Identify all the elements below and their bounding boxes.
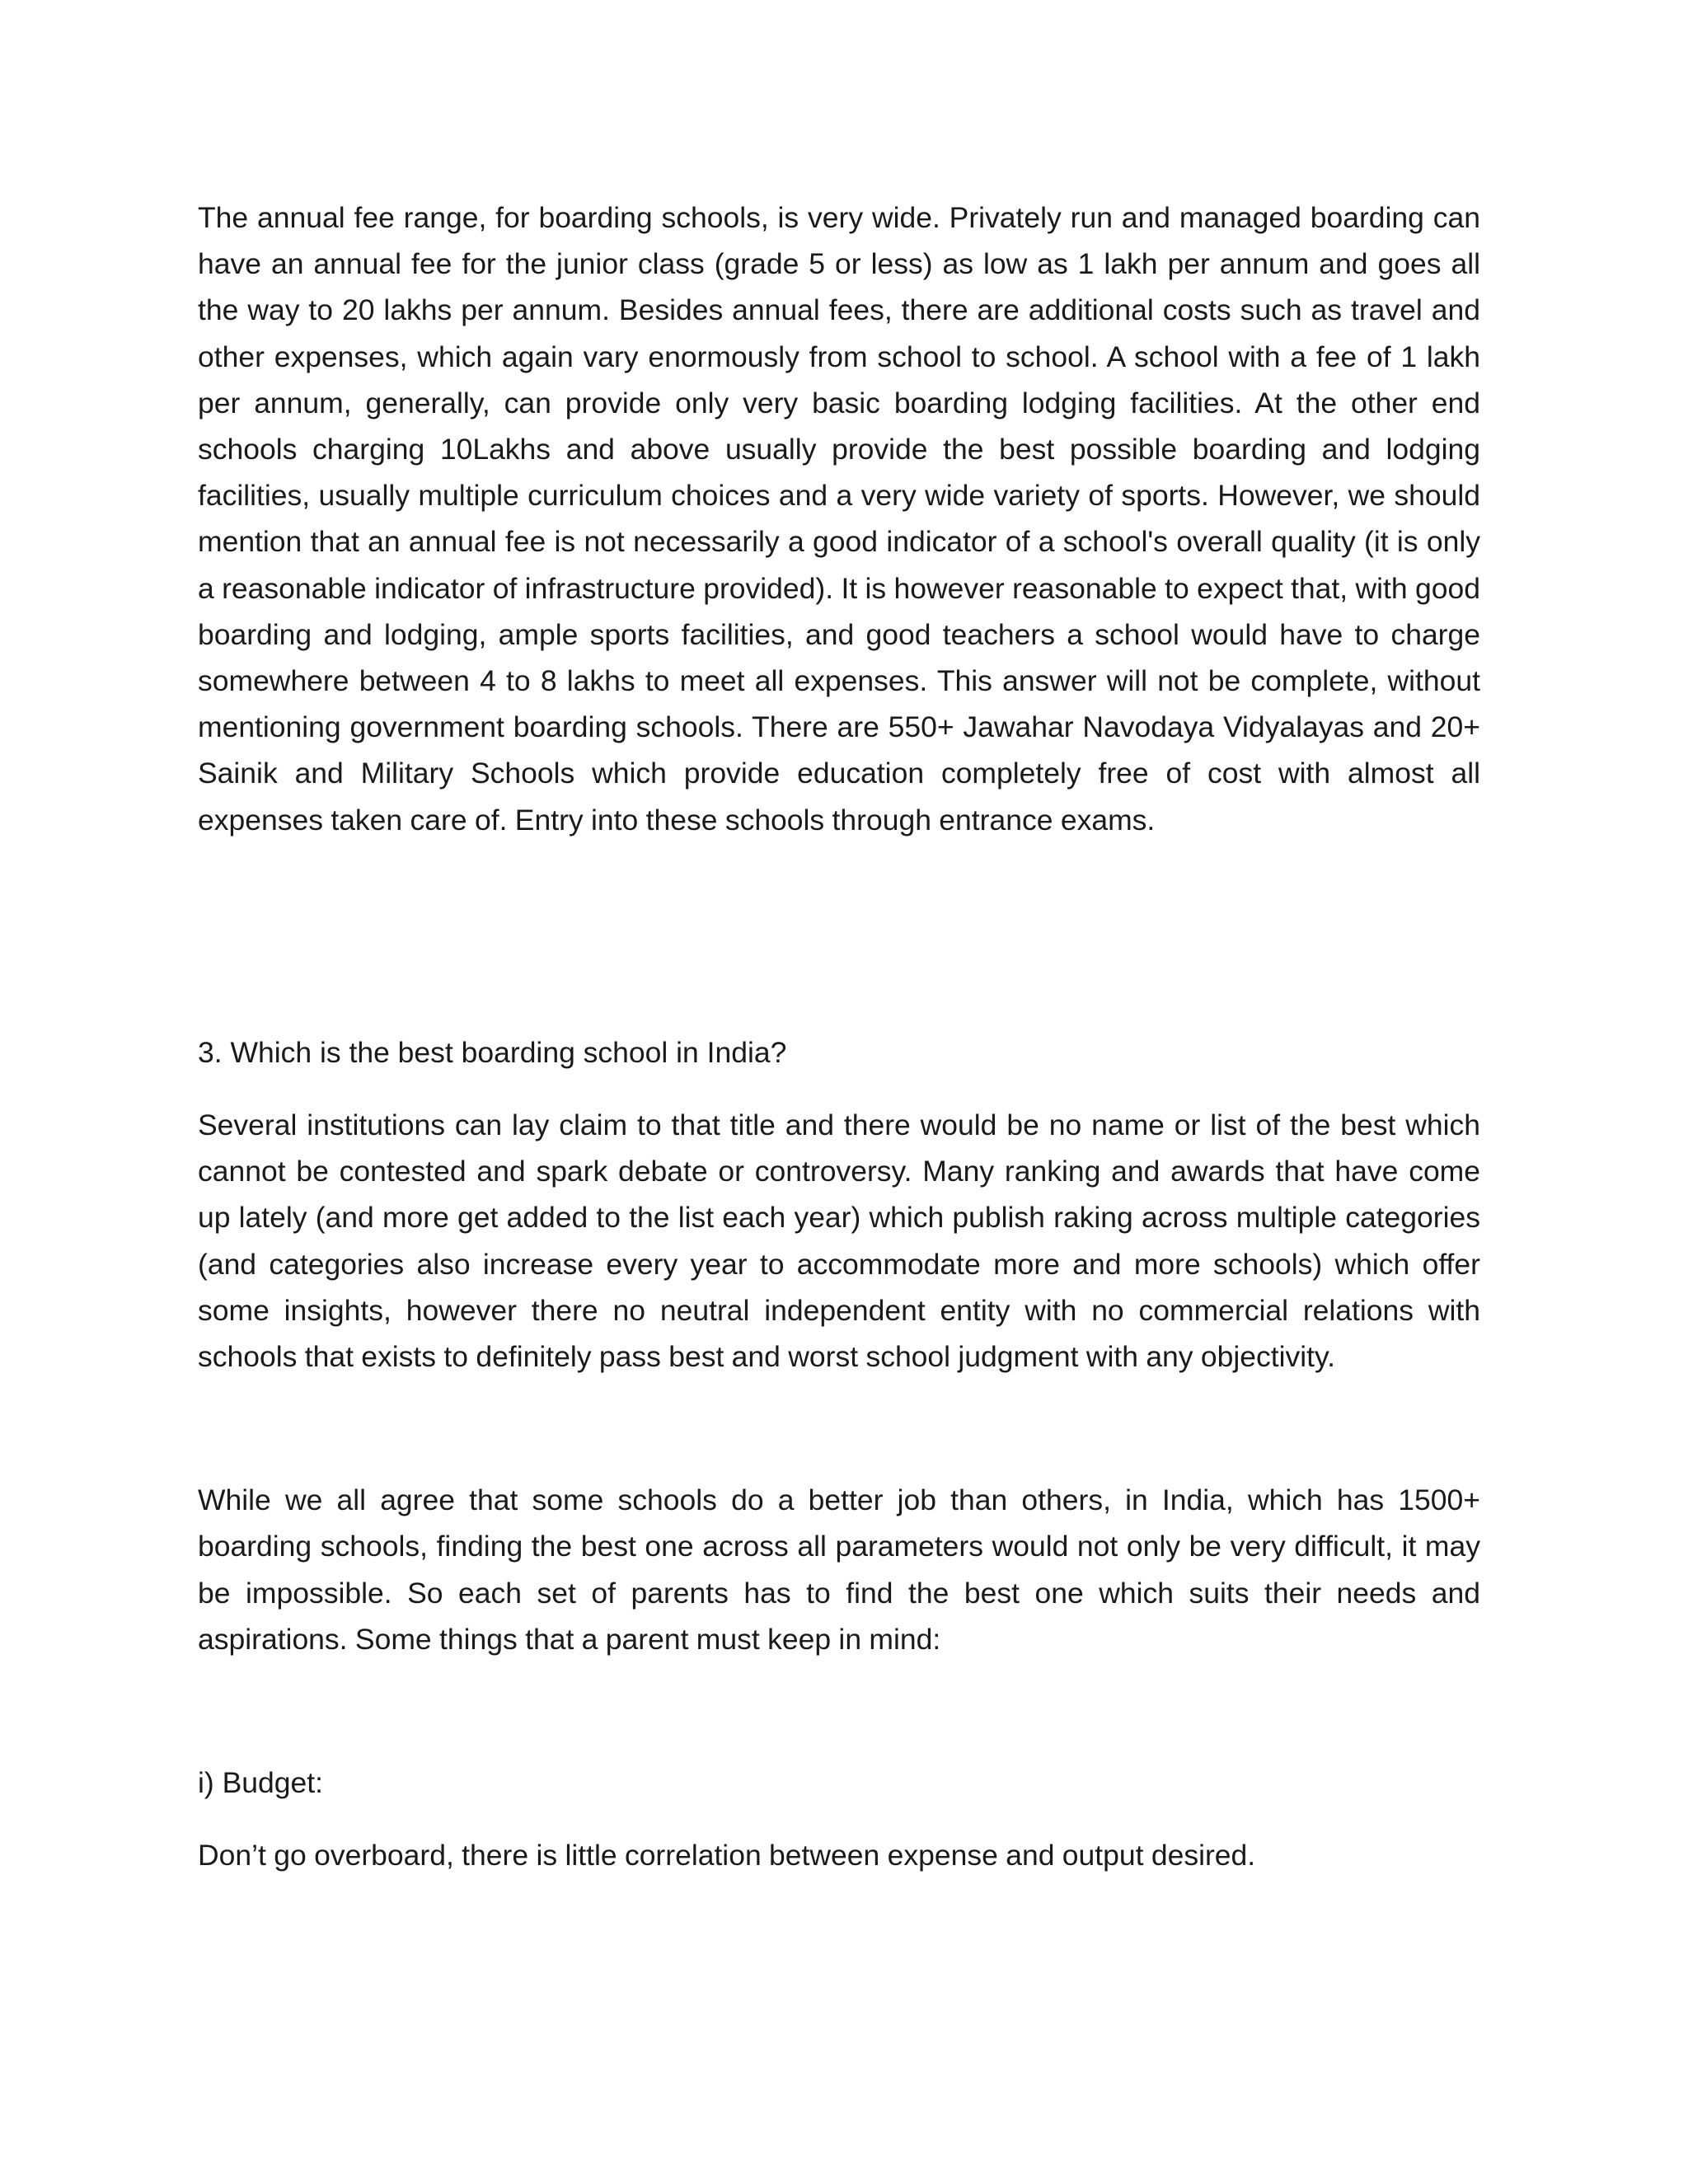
paragraph-budget: Don’t go overboard, there is little correlation between expense and output desired. [198,1839,1256,1872]
paragraph-annual-fees: The annual fee range, for boarding schools, is very wide. Privately run and managed boarding can have an annual fee for the junior class (grade 5 or less) as low as 1 lakh per annum and goes all the way to 20 lakhs per annum. Besides annual fees, there are additional costs such as travel and other expenses, which again vary enormously from school to school. A school with a fee of 1 lakh per annum, generally, can provide only very basic boarding lodging facilities. At the other end schools charging 10Lakhs and above usually provide the best possible boarding and lodging facilities, usually multiple curriculum choices and a very wide variety of sports. However, we should mention that an annual fee is not necessarily a good indicator of a school's overall quality (it is only a reasonable indicator of infrastructure provided). It is however reasonable to expect that, with good boarding and lodging, ample sports facilities, and good teachers a school would have to charge somewhere between 4 to 8 lakhs to meet all expenses. This answer will not be complete, without mentioning government boarding schools. There are 550+ Jawahar Navodaya Vidyalayas and 20+ Sainik and Military Schools which provide education completely free of cost with almost all expenses taken care of. Entry into these schools through entrance exams. [198,201,1480,837]
subheading-budget: i) Budget: [198,1766,323,1800]
paragraph-several-institutions: Several institutions can lay claim to that title and there would be no name or list of the best which cannot be contested and spark debate or controversy. Many ranking and awards that have come up lately (and more get added to the list each year) which publish raking across multiple categories (and categories also increase every year to accommodate more and more schools) which offer some insights, however there no neutral independent entity with no commercial relations with schools that exists to definitely pass best and worst school judgment with any objectivity. [198,1108,1480,1374]
paragraph-while-we-agree: While we all agree that some schools do a better job than others, in India, which has 1500+ boarding schools, finding the best one across all parameters would not only be very difficult, it may be impossible. So each set of parents has to find the best one which suits their needs and aspirations. Some things that a parent must keep in mind: [198,1483,1480,1656]
question-heading-best-school: 3. Which is the best boarding school in India? [198,1035,787,1069]
document-page [198,194,1480,1878]
